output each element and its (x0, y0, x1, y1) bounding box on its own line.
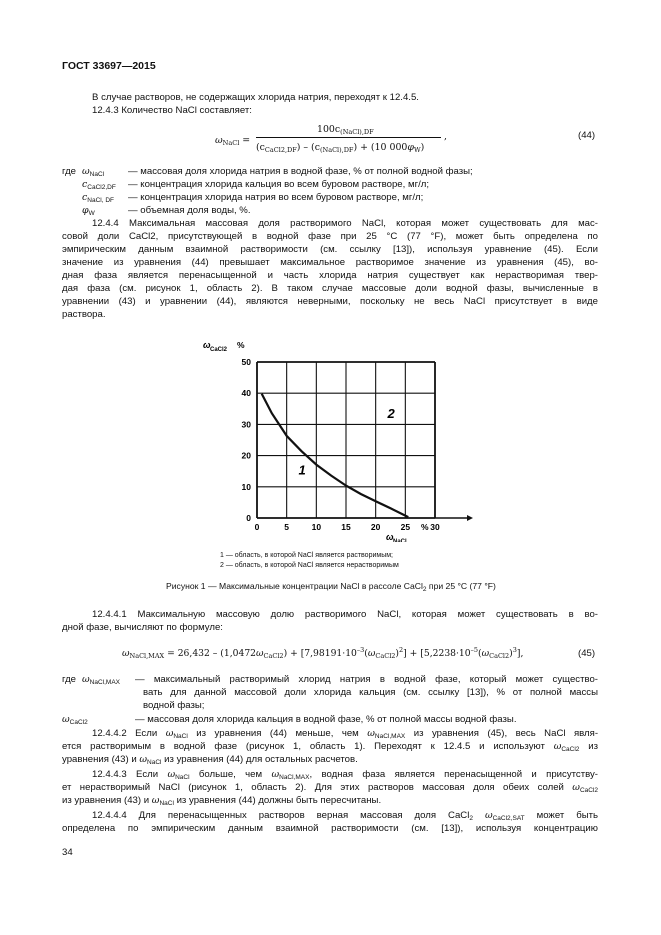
eq44-denominator: $(c_{CaCl2,DF}) - (c_{(NaCl),DF}) + (10$ $000\varphi_W$) (256, 142, 425, 154)
text-line: определена по эмпирическим данным взаимной растворимости (см. [13]), используя концентрацию (62, 823, 598, 834)
region-2-label: 2 (387, 406, 395, 422)
figure-legend-item-1: 1 — область, в которой NaCl является растворимым; (220, 552, 393, 559)
x-axis-unit: % (421, 522, 429, 532)
x-tick-label: 10 (311, 522, 322, 532)
eq44-comma: , (444, 131, 447, 142)
figure-legend-item-2: 2 — область, в которой NaCl является нерастворимым (220, 562, 399, 569)
x-tick-label: 25 (400, 522, 411, 532)
where-intro: где (62, 166, 77, 177)
y-tick-label: 20 (241, 450, 251, 461)
text-line: дая фаза (см. рисунок 1, область 2). В таком случае массовые доли водной фазы, вычисленные в (62, 283, 598, 294)
where-symbol: $\omega_{NaCl}$ (82, 166, 105, 178)
figure-caption: Рисунок 1 — Максимальные концентрации NaCl в рассоле CaCl$_2$ при 25 °C (77 °F) (166, 581, 496, 593)
eq44-fraction-bar (256, 137, 441, 138)
x-tick-label: 15 (341, 522, 351, 532)
eq44-numerator: $100c_{(NaCl),DF}$ (317, 124, 374, 136)
y-tick-label: 30 (241, 419, 251, 430)
text-line: раствора. (62, 309, 106, 320)
eq44-lhs: $\omega_{NaCl}$ = (215, 135, 251, 147)
text-line: 12.4.4.4 Для перенасыщенных растворов верная массовая доля CaCl$_2$ $\omega_{CaCl2,SAT}$ может быть (92, 810, 598, 822)
text-line: 12.4.4.2 Если $\omega_{NaCl}$ из уравнения (44) меньше, чем $\omega_{NaCl,MAX}$ из уравнения (45), весь NaCl явля- (92, 728, 599, 740)
y-tick-label: 10 (241, 481, 251, 492)
where-definition-line: водной фазы; (143, 700, 205, 711)
where-definition: — концентрация хлорида натрия во всем буровом растворе, мг/л; (128, 192, 424, 203)
paragraph-no-nacl: В случае растворов, не содержащих хлорида натрия, переходят к 12.4.5. (92, 92, 419, 103)
where-symbol: $c_{CaCl2,DF}$ (82, 179, 116, 191)
text-line: из уравнения (43) и $\omega_{NaCl}$ из уравнения (44) должны быть пересчитаны. (62, 795, 382, 807)
y-tick-label: 50 (241, 357, 251, 367)
y-axis-unit: % (237, 340, 245, 350)
where-definition-line: — массовая доля хлорида кальция в водной фазе, % от полной массы водной фазы. (135, 714, 517, 725)
where-intro: где (62, 674, 77, 685)
y-axis-label: ω (203, 340, 211, 350)
where-definition-line: вать для данной массовой доли хлорида кальция (см. ссылку [13]), % от полной массы (143, 687, 598, 698)
where-definition: — концентрация хлорида кальция во всем буровом растворе, мг/л; (128, 179, 429, 190)
text-line: совой доли CaCl2, присутствующей в водной фазе при 25 °C (77 °F), может быть определена по (62, 231, 598, 242)
text-line: ется растворимым в водной фазе (рисунок 1, область 1). Переходят к 12.4.5 и используют $\omega_{CaCl2}$ из (62, 741, 598, 753)
paragraph-12-4-4-1-line: 12.4.4.1 Максимальную массовую долю растворимого NaCl, которая может существовать в во- (92, 609, 598, 620)
chart-tick-labels (242, 357, 440, 532)
y-tick-label: 40 (241, 388, 251, 399)
text-line: эмпирическим данным взаимной растворимости (см. ссылку [13]), используя уравнение (45). Если (62, 244, 598, 255)
x-tick-label: 20 (370, 522, 381, 532)
text-line: ет нерастворимый NaCl (рисунок 1, область 2). Для этих растворов массовая доля обеих солей $\omega_{CaCl2}$ (62, 782, 598, 794)
text-line: уравнении (43) и уравнении (44), являются неверными, поскольку не весь NaCl присутствует в виде (62, 296, 598, 307)
where-definition: — объемная доля воды, %. (128, 205, 251, 216)
document-standard-number: ГОСТ 33697—2015 (62, 60, 156, 72)
x-axis-arrow-head (467, 515, 473, 521)
y-axis-label-subscript: CaCl2 (210, 347, 228, 353)
text-line: дная фаза является перенасыщенной и часть хлорида натрия существует как нерастворимая твер- (62, 270, 598, 281)
x-axis-label: ω (386, 532, 394, 542)
solubility-chart (195, 332, 475, 542)
where-definition-line: — максимальный растворимый хлорид натрия в водной фазе, который может существо- (135, 674, 598, 685)
where-symbol: $\omega_{NaCl,MAX}$ (82, 674, 120, 686)
x-tick-label: 0 (254, 522, 260, 532)
text-line: уравнения (43) и $\omega_{NaCl}$ из уравнения (44) для остальных расчетов. (62, 754, 358, 766)
y-tick-label: 0 (246, 513, 251, 523)
text-line: 12.4.4 Максимальная массовая доля растворимого NaCl, которая может существовать для мас- (92, 218, 598, 229)
text-line: значение из уравнения (44) превышает максимальное растворимое значение из уравнения (45), во- (62, 257, 598, 268)
eq44-number: (44) (578, 130, 596, 141)
x-tick-label: 5 (284, 522, 290, 532)
region-1-label: 1 (298, 462, 306, 478)
paragraph-12-4-4-1-line: дной фазе, вычисляют по формуле: (62, 622, 223, 633)
x-tick-label: 30 (430, 522, 440, 532)
where-symbol: $\omega_{CaCl2}$ (62, 714, 88, 726)
x-axis-label-subscript: NaCl (393, 539, 407, 542)
page-number: 34 (62, 847, 73, 858)
where-symbol: $\varphi_W$ (82, 205, 95, 217)
where-symbol: $c_{NaCl, DF}$ (82, 192, 114, 204)
section-12-4-3-heading: 12.4.3 Количество NaCl составляет: (92, 105, 252, 116)
eq45-number: (45) (578, 648, 596, 659)
text-line: 12.4.4.3 Если $\omega_{NaCl}$ больше, чем $\omega_{NaCl,MAX}$, водная фаза является перенасыщенной и присутству- (92, 769, 598, 781)
where-definition: — массовая доля хлорида натрия в водной фазе, % от полной водной фазы; (128, 166, 473, 177)
equation-45: $\omega_{NaCl,MAX} = 26,432 - (1,0472\omega_{CaCl2}) + [7,98191\cdot 10^{-3}(\omega_{CaCl2})^2] + [5,2238\cdot 10^{-5}(\omega_{CaCl2})^3]$, (122, 646, 524, 660)
